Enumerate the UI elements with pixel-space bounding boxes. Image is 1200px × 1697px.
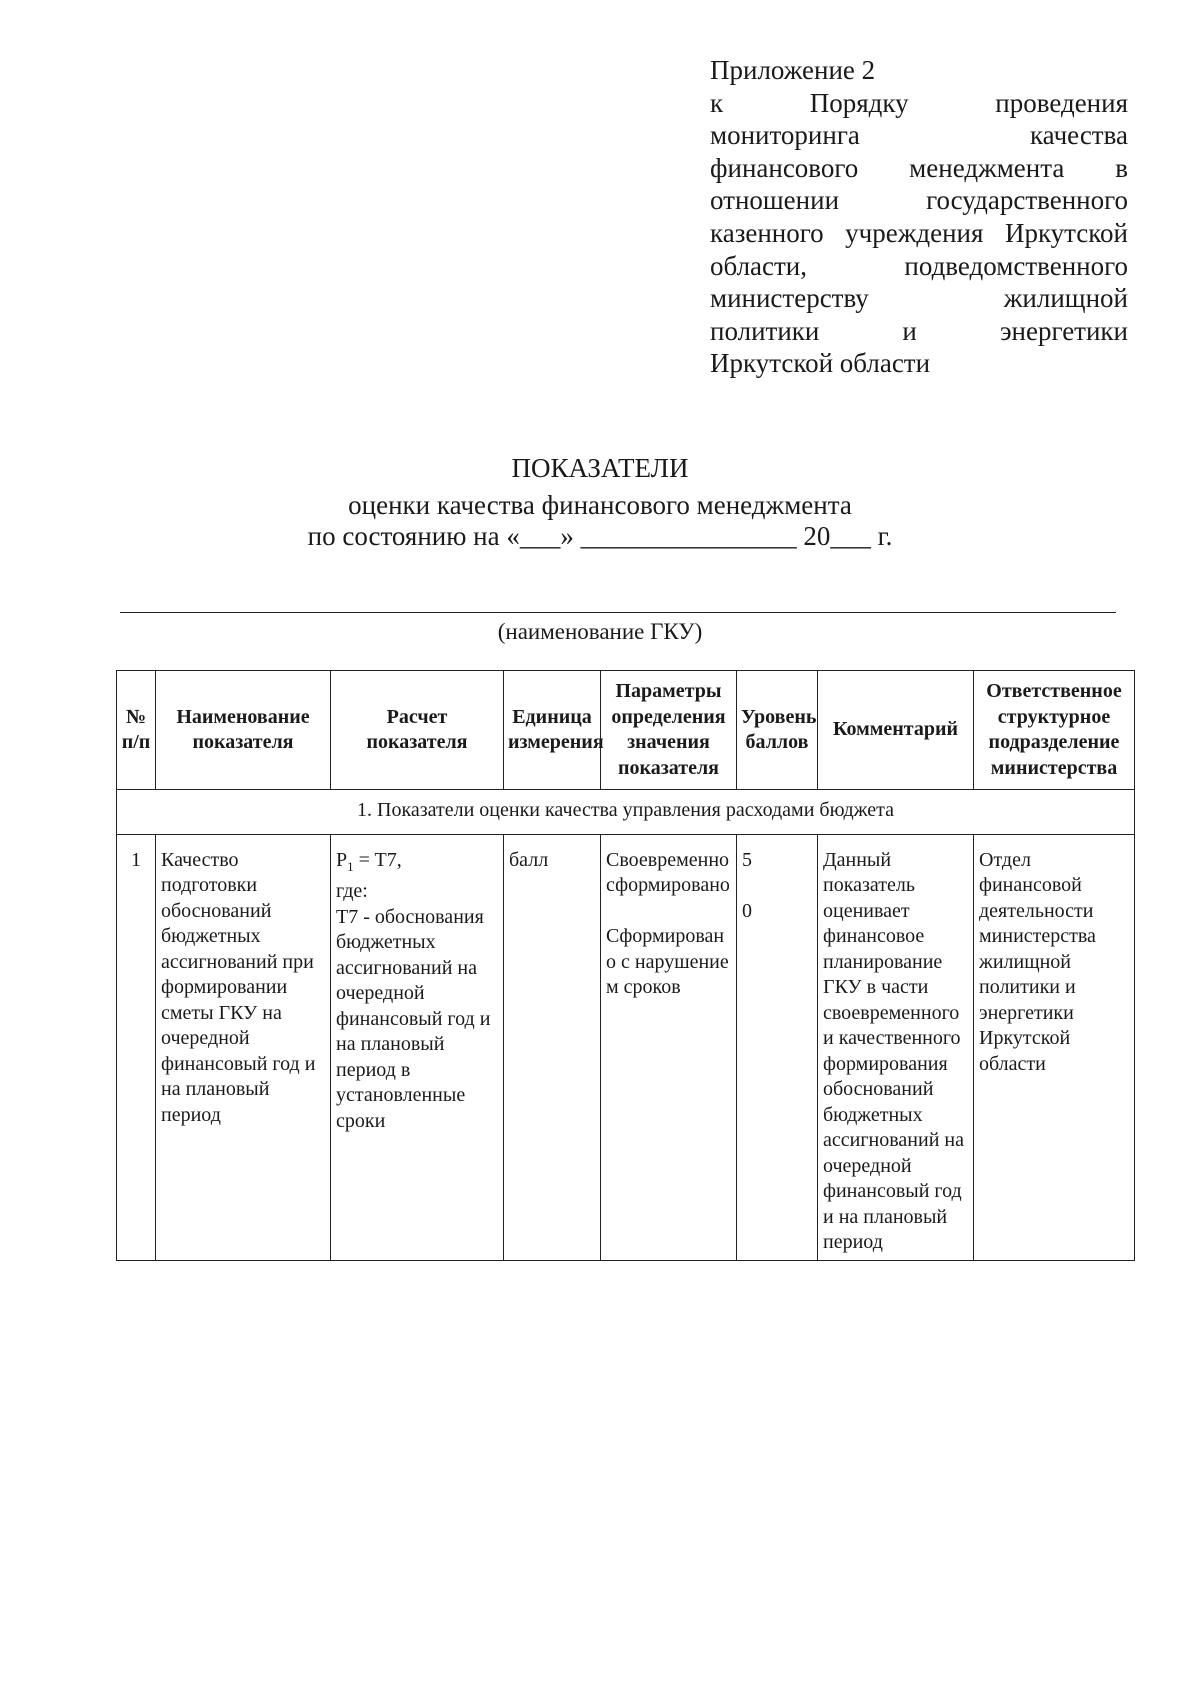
table-row: [117, 834, 1135, 1260]
appendix-line: области, подведомственного: [710, 250, 1128, 281]
header-comment: Комментарий: [818, 671, 974, 790]
header-name: Наименование показателя: [156, 671, 331, 790]
appendix-line: Приложение 2: [710, 55, 876, 85]
section-row: [117, 790, 1135, 835]
header-responsible: Ответственное структурное подразделение министерства: [974, 671, 1135, 790]
indicator-score: [737, 834, 818, 1260]
indicator-unit: балл: [504, 834, 601, 1260]
indicator-calc: [331, 834, 504, 1260]
score-late: 0: [742, 899, 752, 922]
table-header-row: [117, 671, 1135, 790]
calc-where: где:: [336, 880, 368, 902]
appendix-block: [710, 54, 1128, 380]
indicators-table: [116, 670, 1135, 1261]
calc-formula: $P_1 = T7$,: [336, 848, 402, 874]
appendix-line: казенного учреждения Иркутской: [710, 217, 1128, 248]
header-params: Параметры определения значения показателя: [601, 671, 737, 790]
param-late: Сформировано с нарушением сроков: [606, 925, 729, 998]
appendix-line: отношении государственного: [710, 185, 1128, 216]
header-num: № п/п: [117, 671, 156, 790]
header-calc: Расчет показателя: [331, 671, 504, 790]
row-num: 1: [117, 834, 156, 1260]
appendix-line: к Порядку проведения: [710, 87, 1128, 118]
appendix-line: Иркутской области: [710, 348, 931, 379]
indicator-comment: Данный показатель оценивает финансовое планирование ГКУ в части своевременного и качественного формирования обоснований бюджетных ассигнований на очередной финансовый год и на плановый период: [818, 834, 974, 1260]
appendix-line: финансового менеджмента в: [710, 152, 1128, 183]
indicator-params: [601, 834, 737, 1260]
appendix-line: министерству жилищной: [710, 283, 1128, 314]
document-title: ПОКАЗАТЕЛИ: [511, 453, 689, 483]
appendix-line: политики и энергетики: [710, 315, 1128, 346]
section-title: 1. Показатели оценки качества управления расходами бюджета: [117, 790, 1135, 835]
document-subtitle: оценки качества финансового менеджмента: [348, 490, 852, 520]
header-unit: Единица измерения: [504, 671, 601, 790]
date-line: по состоянию на «___» ________________ 20___ г.: [307, 521, 893, 551]
appendix-line: мониторинга качества: [710, 120, 1128, 151]
header-score: Уровень баллов: [737, 671, 818, 790]
calc-description: Т7 - обоснования бюджетных ассигнований на очередной финансовый год и на плановый период в установленные сроки: [336, 905, 491, 1132]
organization-name-line: [120, 612, 1116, 613]
indicator-name: Качество подготовки обоснований бюджетных ассигнований при формировании сметы ГКУ на очередной финансовый год и на плановый период: [156, 834, 331, 1260]
score-on-time: 5: [742, 848, 752, 871]
indicator-responsible: Отдел финансовой деятельности министерства жилищной политики и энергетики Иркутской области: [974, 834, 1135, 1260]
organization-caption: (наименование ГКУ): [497, 619, 703, 644]
param-on-time: Своевременно сформировано: [606, 848, 730, 896]
